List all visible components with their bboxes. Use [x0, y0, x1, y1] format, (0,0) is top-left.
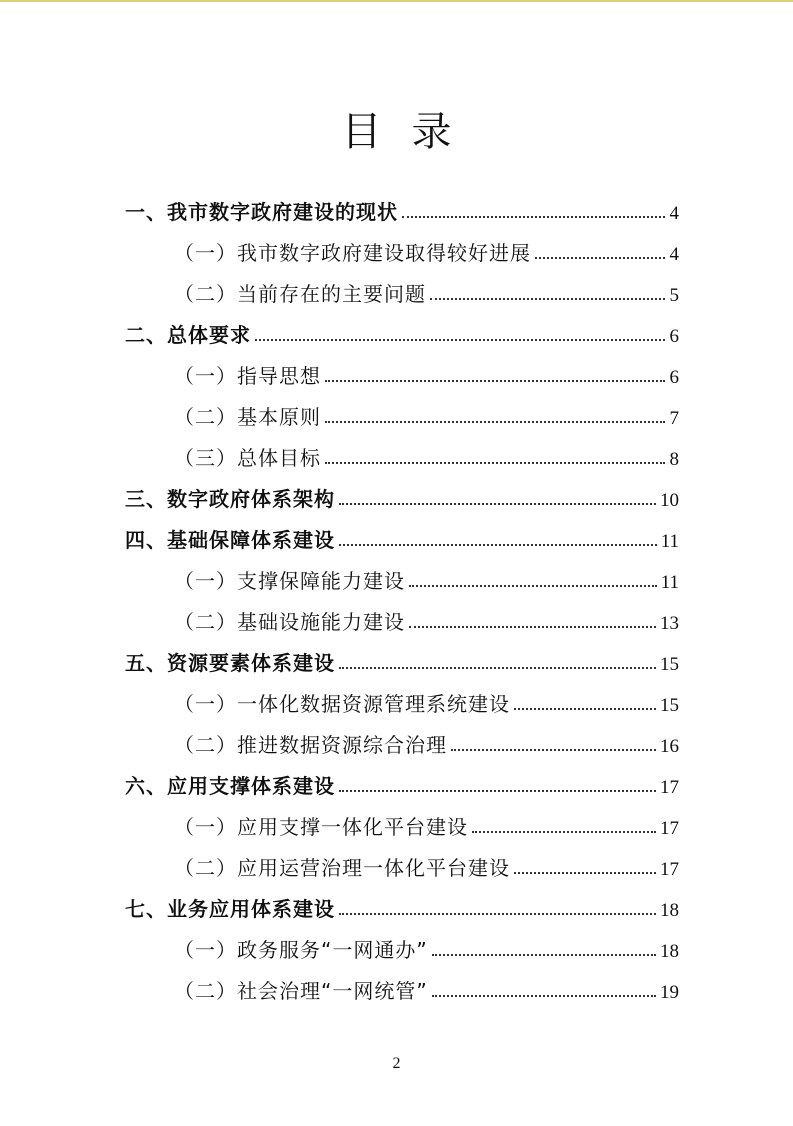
dot-leader [255, 338, 665, 341]
dot-leader [402, 215, 665, 218]
toc-chapter-row[interactable] [125, 197, 679, 227]
toc-entry-title: 二、总体要求 [125, 323, 251, 347]
toc-section-row[interactable] [174, 935, 679, 965]
dot-leader [325, 420, 665, 423]
toc-section-row[interactable] [174, 443, 679, 473]
dot-leader [535, 256, 665, 259]
toc-entry-page-number: 18 [660, 900, 679, 921]
toc-section-row[interactable] [174, 361, 679, 391]
toc-entry-page-number: 8 [669, 449, 679, 470]
toc-section-row[interactable] [174, 976, 679, 1006]
toc-entry-title: （三）总体目标 [174, 446, 321, 470]
toc-entry-page-number: 11 [660, 572, 679, 593]
toc-entry-page-number: 7 [669, 408, 679, 429]
toc-chapter-row[interactable] [125, 525, 679, 555]
toc-entry-title: 四、基础保障体系建设 [125, 528, 335, 552]
toc-entry-title: （二）基本原则 [174, 405, 321, 429]
toc-entry-title: （一）政务服务“一网通办” [174, 938, 428, 962]
page-title: 目录 [341, 109, 482, 155]
toc-entry-page-number: 17 [660, 777, 679, 798]
toc-entry-title: （二）基础设施能力建设 [174, 610, 405, 634]
dot-leader [514, 707, 656, 710]
dot-leader [430, 297, 665, 300]
toc-entry-title: （一）支撑保障能力建设 [174, 569, 405, 593]
toc-entry-page-number: 6 [669, 367, 679, 388]
dot-leader [339, 543, 657, 546]
toc-entry-page-number: 17 [660, 818, 679, 839]
toc-entry-title: 一、我市数字政府建设的现状 [125, 200, 398, 224]
toc-entry-title: （二）推进数据资源综合治理 [174, 733, 447, 757]
toc-chapter-row[interactable] [125, 894, 679, 924]
toc-chapter-row[interactable] [125, 648, 679, 678]
toc-entry-title: （一）指导思想 [174, 364, 321, 388]
dot-leader [339, 666, 656, 669]
dot-leader [409, 625, 656, 628]
toc-chapter-row[interactable] [125, 771, 679, 801]
dot-leader [325, 461, 665, 464]
toc-entry-title: （二）当前存在的主要问题 [174, 282, 426, 306]
dot-leader [514, 871, 656, 874]
toc-entry-title: 六、应用支撑体系建设 [125, 774, 335, 798]
toc-entry-page-number: 15 [660, 654, 679, 675]
toc-chapter-row[interactable] [125, 484, 679, 514]
toc-entry-page-number: 19 [660, 982, 679, 1003]
toc-entry-page-number: 10 [660, 490, 679, 511]
toc-section-row[interactable] [174, 812, 679, 842]
dot-leader [339, 912, 656, 915]
toc-entry-page-number: 15 [660, 695, 679, 716]
toc-entry-title: 五、资源要素体系建设 [125, 651, 335, 675]
toc-entry-title: （一）应用支撑一体化平台建设 [174, 815, 468, 839]
toc-chapter-row[interactable] [125, 320, 679, 350]
toc-entry-page-number: 17 [660, 859, 679, 880]
toc-entry-title: 三、数字政府体系架构 [125, 487, 335, 511]
toc-entry-title: （一）我市数字政府建设取得较好进展 [174, 241, 531, 265]
dot-leader [451, 748, 656, 751]
toc-entry-page-number: 6 [669, 326, 679, 347]
dot-leader [432, 953, 656, 956]
toc-section-row[interactable] [174, 238, 679, 268]
dot-leader [339, 502, 656, 505]
toc-entry-page-number: 18 [660, 941, 679, 962]
toc-entry-page-number: 4 [669, 244, 679, 265]
toc-section-row[interactable] [174, 730, 679, 760]
toc-entry-page-number: 11 [660, 531, 679, 552]
toc-entry-title: （二）社会治理“一网统管” [174, 979, 428, 1003]
toc-entry-page-number: 16 [660, 736, 679, 757]
toc-section-row[interactable] [174, 402, 679, 432]
dot-leader [325, 379, 665, 382]
toc-entry-title: （二）应用运营治理一体化平台建设 [174, 856, 510, 880]
toc-entry-page-number: 13 [660, 613, 679, 634]
toc-section-row[interactable] [174, 566, 679, 596]
toc-entry-page-number: 4 [669, 203, 679, 224]
toc-entry-title: （一）一体化数据资源管理系统建设 [174, 692, 510, 716]
toc-section-row[interactable] [174, 853, 679, 883]
toc-section-row[interactable] [174, 607, 679, 637]
toc-section-row[interactable] [174, 689, 679, 719]
dot-leader [432, 994, 656, 997]
dot-leader [472, 830, 656, 833]
dot-leader [339, 789, 656, 792]
dot-leader [409, 584, 657, 587]
toc-entry-page-number: 5 [669, 285, 679, 306]
toc-entry-title: 七、业务应用体系建设 [125, 897, 335, 921]
toc-section-row[interactable] [174, 279, 679, 309]
page-number: 2 [392, 1055, 401, 1072]
